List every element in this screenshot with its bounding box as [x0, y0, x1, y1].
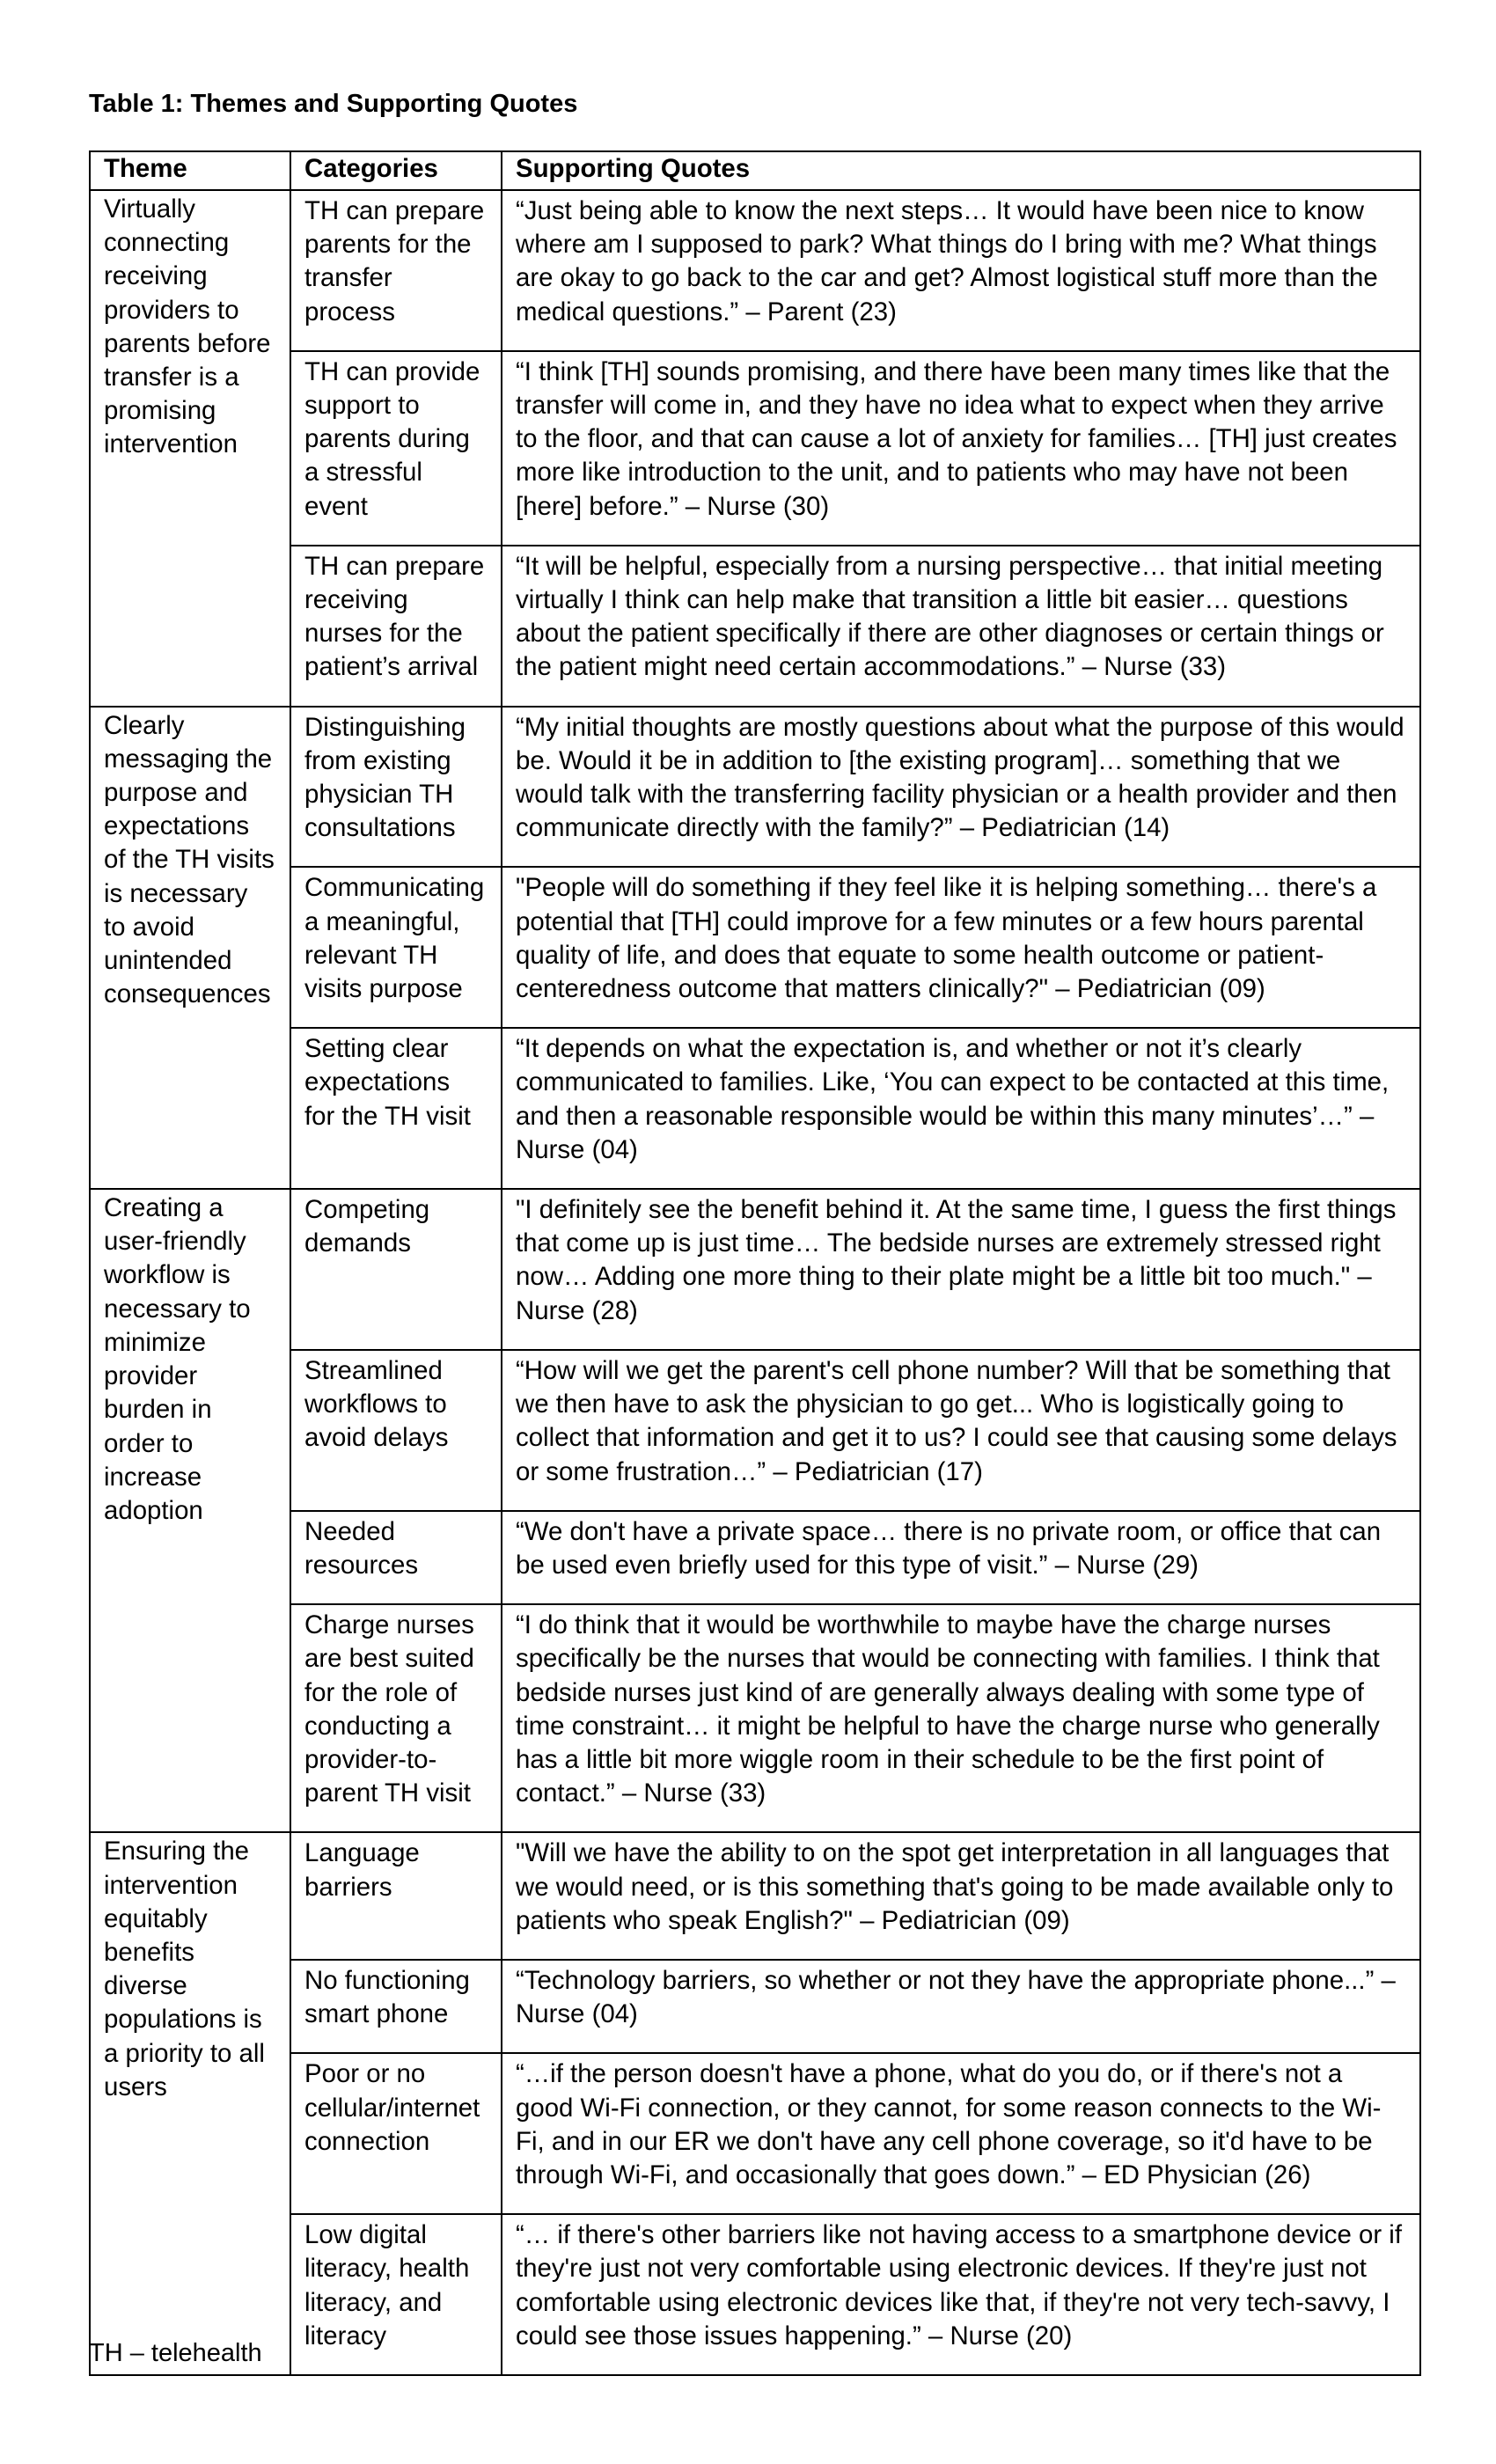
category-cell: Low digital literacy, health literacy, and literacy	[290, 2214, 502, 2375]
table-footnote: TH – telehealth	[89, 2339, 262, 2367]
quote-cell: “I think [TH] sounds promising, and there have been many times like that the transfer will come in, and they have no idea what to expect when they arrive to the floor, and that can cause a lot of anxiety for families… [TH] just creates more like introduction to the unit, and to patients who may have not been [here] before.” – Nurse (30)	[502, 351, 1420, 546]
quote-cell: “We don't have a private space… there is no private room, or office that can be used even briefly used for this type of visit.” – Nurse (29)	[502, 1511, 1420, 1604]
category-cell: No functioning smart phone	[290, 1960, 502, 2053]
quote-cell: “How will we get the parent's cell phone number? Will that be something that we then have to ask the physician to go get... Who is logistically going to collect that information and get it to us? I could see that causing some delays or some frustration…” – Pediatrician (17)	[502, 1350, 1420, 1511]
quote-cell: “My initial thoughts are mostly questions about what the purpose of this would be. Would it be in addition to [the existing program]… something that we would talk with the transferring facility physician or a health provider and then communicate directly with the family?” – Pediatrician (14)	[502, 707, 1420, 868]
quote-cell: “… if there's other barriers like not having access to a smartphone device or if they're just not very comfortable using electronic devices. If they're just not comfortable using electronic devices like that, if they're not very tech-savvy, I could see those issues happening.” – Nurse (20)	[502, 2214, 1420, 2375]
quote-cell: “I do think that it would be worthwhile to maybe have the charge nurses specifically be the nurses that would be connecting with families. I think that bedside nurses just kind of are generally always dealing with some type of time constraint… it might be helpful to have the charge nurse who generally has a little bit more wiggle room in their schedule to be the first point of contact.” – Nurse (33)	[502, 1604, 1420, 1832]
category-cell: Language barriers	[290, 1832, 502, 1960]
quote-cell: "I definitely see the benefit behind it. At the same time, I guess the first things that come up is just time… The bedside nurses are extremely stressed right now… Adding one more thing to their plate might be a little bit too much." – Nurse (28)	[502, 1189, 1420, 1350]
table-row	[90, 1189, 1420, 1350]
quote-cell: “It depends on what the expectation is, and whether or not it’s clearly communicated to families. Like, ‘You can expect to be contacted at this time, and then a reasonable responsible would be within this many minutes’…” – Nurse (04)	[502, 1028, 1420, 1189]
quote-cell: “It will be helpful, especially from a nursing perspective… that initial meeting virtually I think can help make that transition a little bit easier… questions about the patient specifically if there are other diagnoses or certain things or the patient might need certain accommodations.” – Nurse (33)	[502, 546, 1420, 707]
category-cell: TH can prepare receiving nurses for the patient’s arrival	[290, 546, 502, 707]
themes-table	[89, 150, 1421, 2376]
table-row	[90, 1832, 1420, 1960]
header-categories: Categories	[290, 151, 502, 190]
quote-cell: “…if the person doesn't have a phone, what do you do, or if there's not a good Wi-Fi connection, or they cannot, for some reason connects to the Wi-Fi, and in our ER we don't have any cell phone coverage, so it'd have to be through Wi-Fi, and occasionally that goes down.” – ED Physician (26)	[502, 2053, 1420, 2214]
table-row	[90, 190, 1420, 351]
category-cell: Needed resources	[290, 1511, 502, 1604]
table-caption: Table 1: Themes and Supporting Quotes	[89, 90, 578, 118]
theme-cell: Clearly messaging the purpose and expectations of the TH visits is necessary to avoid unintended consequences	[90, 707, 290, 1189]
quote-cell: "People will do something if they feel like it is helping something… there's a potential that [TH] could improve for a few minutes or a few hours parental quality of life, and does that equate to some health outcome or patient-centeredness outcome that matters clinically?" – Pediatrician (09)	[502, 867, 1420, 1028]
category-cell: Communicating a meaningful, relevant TH visits purpose	[290, 867, 502, 1028]
quote-cell: "Will we have the ability to on the spot get interpretation in all languages that we would need, or is this something that's going to be made available only to patients who speak English?" – Pediatrician (09)	[502, 1832, 1420, 1960]
category-cell: Competing demands	[290, 1189, 502, 1350]
category-cell: TH can provide support to parents during a stressful event	[290, 351, 502, 546]
category-cell: TH can prepare parents for the transfer process	[290, 190, 502, 351]
category-cell: Charge nurses are best suited for the role of conducting a provider-to-parent TH visit	[290, 1604, 502, 1832]
theme-cell: Ensuring the intervention equitably benefits diverse populations is a priority to all users	[90, 1832, 290, 2375]
category-cell: Poor or no cellular/internet connection	[290, 2053, 502, 2214]
category-cell: Streamlined workflows to avoid delays	[290, 1350, 502, 1511]
table-row	[90, 707, 1420, 868]
quote-cell: “Technology barriers, so whether or not they have the appropriate phone...” – Nurse (04)	[502, 1960, 1420, 2053]
header-supporting-quotes: Supporting Quotes	[502, 151, 1420, 190]
category-cell: Setting clear expectations for the TH visit	[290, 1028, 502, 1189]
table-header-row	[90, 151, 1420, 190]
header-theme: Theme	[90, 151, 290, 190]
category-cell: Distinguishing from existing physician TH consultations	[290, 707, 502, 868]
quote-cell: “Just being able to know the next steps… It would have been nice to know where am I supposed to park? What things do I bring with me? What things are okay to go back to the car and get? Almost logistical stuff more than the medical questions.” – Parent (23)	[502, 190, 1420, 351]
theme-cell: Creating a user-friendly workflow is necessary to minimize provider burden in order to increase adoption	[90, 1189, 290, 1832]
theme-cell: Virtually connecting receiving providers to parents before transfer is a promising intervention	[90, 190, 290, 707]
